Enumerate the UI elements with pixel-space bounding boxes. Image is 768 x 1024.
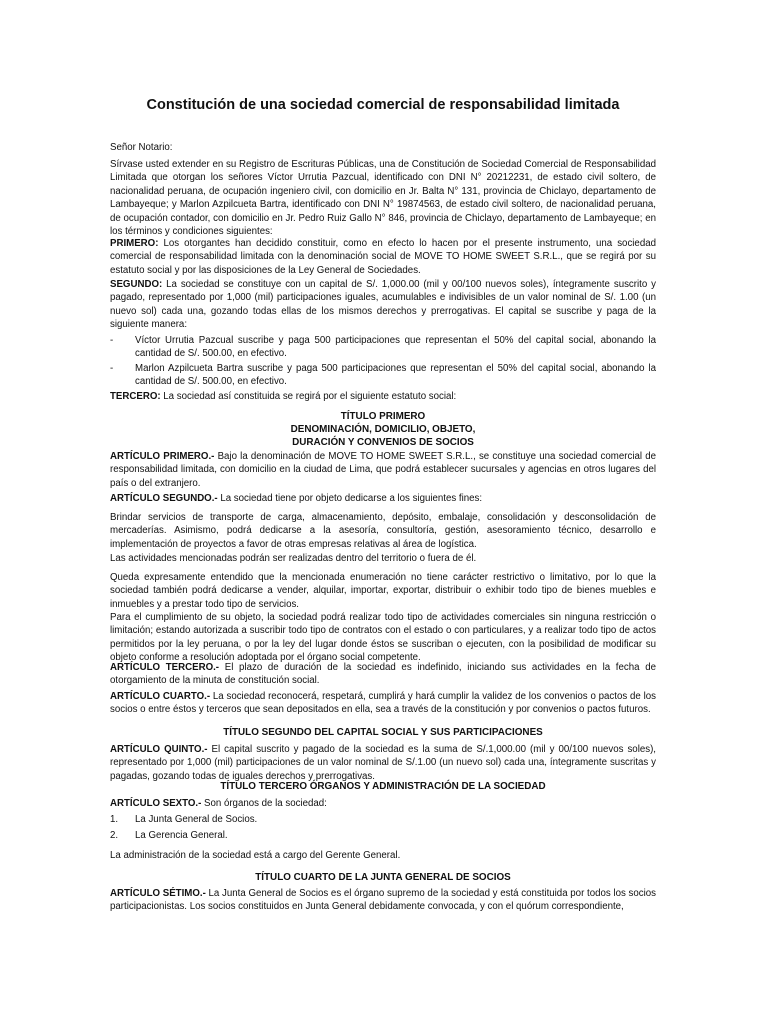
clause-primero	[110, 237, 656, 277]
article-label: ARTÍCULO CUARTO.-	[110, 691, 211, 702]
clause-text: La sociedad se constituye con un capital de S/. 1,000.00 (mil y 00/100 nuevos soles), íntegramente suscrito y pagado, representado por 1,000 (mil) participaciones iguales, acumulables e indivisibles de un valor nominal de S/. 1.00 (un nuevo sol) cada una, gozando todas ellas de los mismos derechos y prerrogativas. El capital se suscribe y paga de la siguiente manera:	[110, 279, 656, 331]
salutation: Señor Notario:	[110, 142, 173, 153]
section-heading: TÍTULO CUARTO DE LA JUNTA GENERAL DE SOCIOS	[255, 872, 511, 883]
list-marker: -	[110, 363, 114, 374]
article-label: ARTÍCULO SEXTO.-	[110, 798, 202, 809]
clause-segundo	[110, 278, 656, 332]
article-text: Son órganos de la sociedad:	[201, 798, 327, 809]
list-item	[110, 829, 656, 842]
article-1	[110, 450, 656, 490]
article-text: La sociedad reconocerá, respetará, cumplirá y hará cumplir la validez de los convenios o pactos de los socios o entre éstos y terceros que sean depositados en ella, sea a través de la constitución y por convenios o pactos futuros.	[110, 691, 657, 716]
document-title: Constitución de una sociedad comercial de responsabilidad limitada	[146, 97, 620, 113]
clause-label: PRIMERO:	[110, 238, 159, 249]
list-marker: -	[110, 335, 114, 346]
article-7	[110, 887, 656, 914]
list-text: La Gerencia General.	[135, 830, 228, 841]
article-2-paragraph: Brindar servicios de transporte de carga, almacenamiento, depósito, embalaje, consolidación y desconsolidación de mercaderías. Asimismo, podrá dedicarse a la asesoría, consultoría, gestión, asesoramiento técnico, desarrollo e implementación de proyectos a favor de otras empresas relativas al área de logística.	[110, 512, 656, 550]
list-text: La Junta General de Socios.	[135, 814, 258, 825]
article-text: La Junta General de Socios es el órgano supremo de la sociedad y está constituida por todos los socios participacionistas. Los socios constituidos en Junta General debidamente convocada, y con el quórum correspondiente,	[110, 888, 656, 913]
list-marker: 1.	[110, 814, 119, 825]
clause-label: TERCERO:	[110, 391, 161, 402]
article-label: ARTÍCULO TERCERO.-	[110, 662, 220, 673]
article-text: El plazo de duración de la sociedad es indefinido, iniciando sus actividades en la fecha de otorgamiento de la minuta de constitución social.	[110, 662, 656, 687]
clause-text: Los otorgantes han decidido constituir, como en efecto lo hacen por el presente instrumento, una sociedad comercial de responsabilidad limitada con la denominación social de MOVE TO HOME SWEET S.R.L., que se regirá por su estatuto social y por las disposiciones de la Ley General de Sociedades.	[110, 238, 656, 276]
clause-tercero	[110, 390, 656, 403]
article-label: ARTÍCULO QUINTO.-	[110, 744, 208, 755]
section-heading: TÍTULO SEGUNDO DEL CAPITAL SOCIAL Y SUS PARTICIPACIONES	[223, 727, 543, 738]
article-4	[110, 690, 656, 717]
list-item	[110, 334, 656, 361]
article-2-paragraph: Queda expresamente entendido que la mencionada enumeración no tiene carácter restrictivo o limitativo, por lo que la sociedad también podrá dedicarse a vender, alquilar, importar, exportar, distribuir o exhibir todo tipo de bienes muebles e inmuebles y a prestar todo tipo de servicios.	[110, 572, 656, 610]
list-item	[110, 362, 656, 389]
article-2	[110, 492, 656, 505]
article-2-paragraph: Las actividades mencionadas podrán ser realizadas dentro del territorio o fuera de él.	[110, 553, 477, 564]
article-3	[110, 661, 656, 688]
article-text: Bajo la denominación de MOVE TO HOME SWEET S.R.L., se constituye una sociedad comercial de responsabilidad limitada, con domicilio en la ciudad de Lima, que podrá establecer sucursales y agencias en otros lugares del país o del extranjero.	[110, 451, 656, 489]
list-item	[110, 813, 656, 826]
article-label: ARTÍCULO SÉTIMO.-	[110, 888, 206, 899]
clause-label: SEGUNDO:	[110, 279, 163, 290]
admin-paragraph: La administración de la sociedad está a cargo del Gerente General.	[110, 850, 401, 861]
section-heading: TÍTULO TERCERO ÓRGANOS Y ADMINISTRACIÓN DE LA SOCIEDAD	[220, 781, 546, 792]
section-heading: TÍTULO PRIMERO DENOMINACIÓN, DOMICILIO, OBJETO, DURACIÓN Y CONVENIOS DE SOCIOS	[290, 411, 476, 449]
article-2-paragraph: Para el cumplimiento de su objeto, la sociedad podrá realizar todo tipo de actividades comerciales sin ninguna restricción o limitación; estando autorizada a suscribir todo tipo de contratos con el estado o con particulares, y a realizar todo tipo de actos permitidos por la ley peruana, o por la ley del lugar donde éstos se suscriban o ejecuten, con la posibilidad de modificar su objeto conforme a resolución adoptada por el órgano social competente.	[110, 612, 656, 664]
article-text: La sociedad tiene por objeto dedicarse a los siguientes fines:	[217, 493, 483, 504]
list-text: Marlon Azpilcueta Bartra suscribe y paga 500 participaciones que representan el 50% del capital social, abonando la cantidad de S/. 500.00, en efectivo.	[135, 363, 656, 388]
article-label: ARTÍCULO SEGUNDO.-	[110, 493, 218, 504]
article-text: El capital suscrito y pagado de la sociedad es la suma de S/.1,000.00 (mil y 00/100 nuevos soles), representado por 1,000 (mil) participaciones de un valor nominal de S/.1.00 (un nuevo sol) cada una, íntegramente suscritas y pagadas, gozando todas de iguales derechos y prerrogativas.	[110, 744, 656, 782]
list-text: Víctor Urrutia Pazcual suscribe y paga 500 participaciones que representan el 50% del capital social, abonando la cantidad de S/. 500.00, en efectivo.	[135, 335, 656, 360]
clause-text: La sociedad así constituida se regirá por el siguiente estatuto social:	[160, 391, 457, 402]
article-5	[110, 743, 656, 783]
article-6	[110, 797, 656, 810]
article-label: ARTÍCULO PRIMERO.-	[110, 451, 215, 462]
list-marker: 2.	[110, 830, 119, 841]
intro-paragraph: Sírvase usted extender en su Registro de Escrituras Públicas, una de Constitución de Sociedad Comercial de Responsabilidad Limitada que otorgan los señores Víctor Urrutia Pazcual, identificado con DNI N° 20212231, de estado civil soltero, de nacionalidad peruana, de ocupación ingeniero civil, con domicilio en Jr. Balta N° 131, provincia de Chiclayo, departamento de Lambayeque; y Marlon Azpilcueta Bartra, identificado con DNI N° 19874563, de estado civil soltero, de nacionalidad peruana, de ocupación contador, con domicilio en Jr. Pedro Ruiz Gallo N° 846, provincia de Chiclayo, departamento de Lambayeque; en los términos y condiciones siguientes:	[110, 159, 656, 238]
